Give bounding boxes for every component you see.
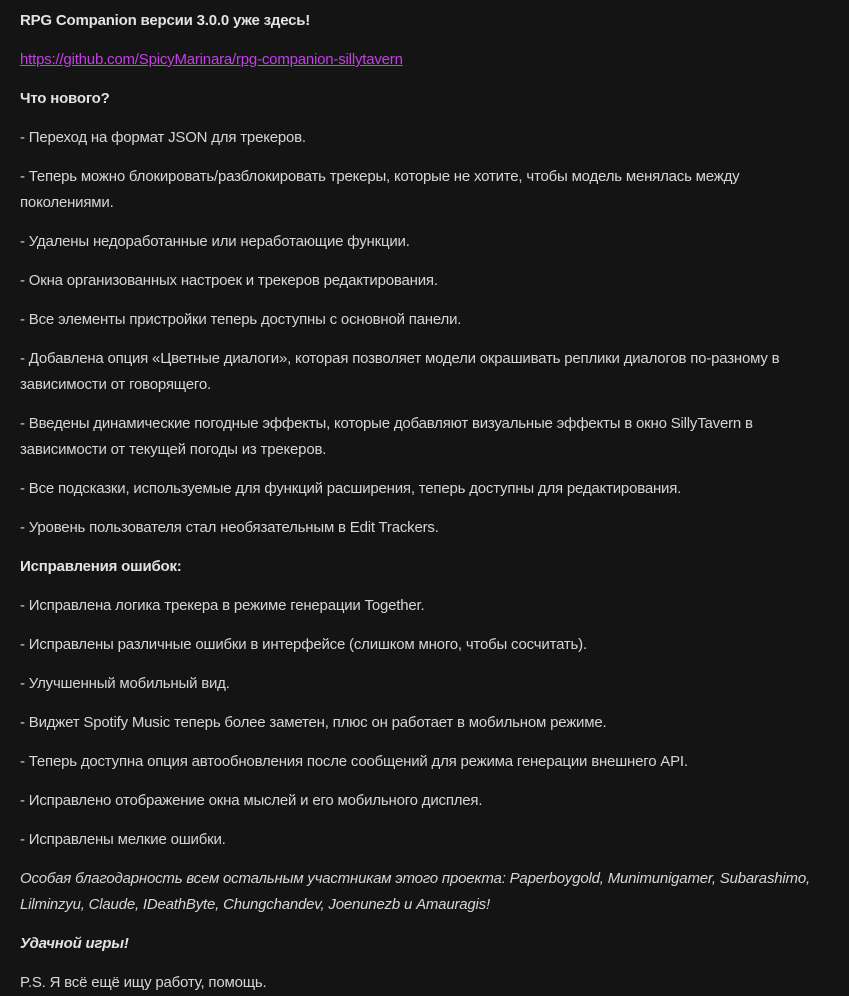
bugfix-heading: Исправления ошибок:	[20, 558, 182, 575]
credits-text: Особая благодарность всем остальным участникам этого проекта: Paperboygold, Munimunigamer, Subarashimo, Lilminzyu, Claude, IDeathByte, Chungchandev, Joenunezb и Amauragis!	[20, 870, 810, 913]
bugfix-item: - Виджет Spotify Music теперь более заметен, плюс он работает в мобильном режиме.	[20, 714, 607, 731]
whats-new-item: - Теперь можно блокировать/разблокировать трекеры, которые не хотите, чтобы модель менялась между поколениями.	[20, 168, 740, 211]
good-luck-text: Удачной игры!	[20, 935, 129, 952]
bugfix-item: - Исправлены различные ошибки в интерфейсе (слишком много, чтобы сосчитать).	[20, 636, 587, 653]
whats-new-item: - Переход на формат JSON для трекеров.	[20, 129, 306, 146]
whats-new-item: - Все элементы пристройки теперь доступны с основной панели.	[20, 311, 462, 328]
whats-new-item: - Все подсказки, используемые для функций расширения, теперь доступны для редактирования.	[20, 480, 682, 497]
bugfix-item: - Улучшенный мобильный вид.	[20, 675, 230, 692]
bugfix-item: - Исправлены мелкие ошибки.	[20, 831, 226, 848]
ps-text: P.S. Я всё ещё ищу работу, помощь.	[20, 974, 267, 991]
whats-new-heading: Что нового?	[20, 90, 110, 107]
bugfix-item: - Теперь доступна опция автообновления после сообщений для режима генерации внешнего API.	[20, 753, 688, 770]
page-title: RPG Companion версии 3.0.0 уже здесь!	[20, 12, 311, 29]
link-paragraph	[20, 47, 829, 73]
whats-new-item: - Удалены недоработанные или неработающие функции.	[20, 233, 410, 250]
bugfix-item: - Исправлена логика трекера в режиме генерации Together.	[20, 597, 425, 614]
github-repo-link[interactable]: https://github.com/SpicyMarinara/rpg-companion-sillytavern	[20, 51, 403, 68]
bugfix-item: - Исправлено отображение окна мыслей и его мобильного дисплея.	[20, 792, 483, 809]
release-notes	[20, 8, 829, 996]
whats-new-item: - Добавлена опция «Цветные диалоги», которая позволяет модели окрашивать реплики диалогов по-разному в зависимости от говорящего.	[20, 350, 780, 393]
whats-new-item: - Окна организованных настроек и трекеров редактирования.	[20, 272, 438, 289]
whats-new-item: - Введены динамические погодные эффекты, которые добавляют визуальные эффекты в окно SillyTavern в зависимости от текущей погоды из трекеров.	[20, 415, 753, 458]
whats-new-item: - Уровень пользователя стал необязательным в Edit Trackers.	[20, 519, 439, 536]
